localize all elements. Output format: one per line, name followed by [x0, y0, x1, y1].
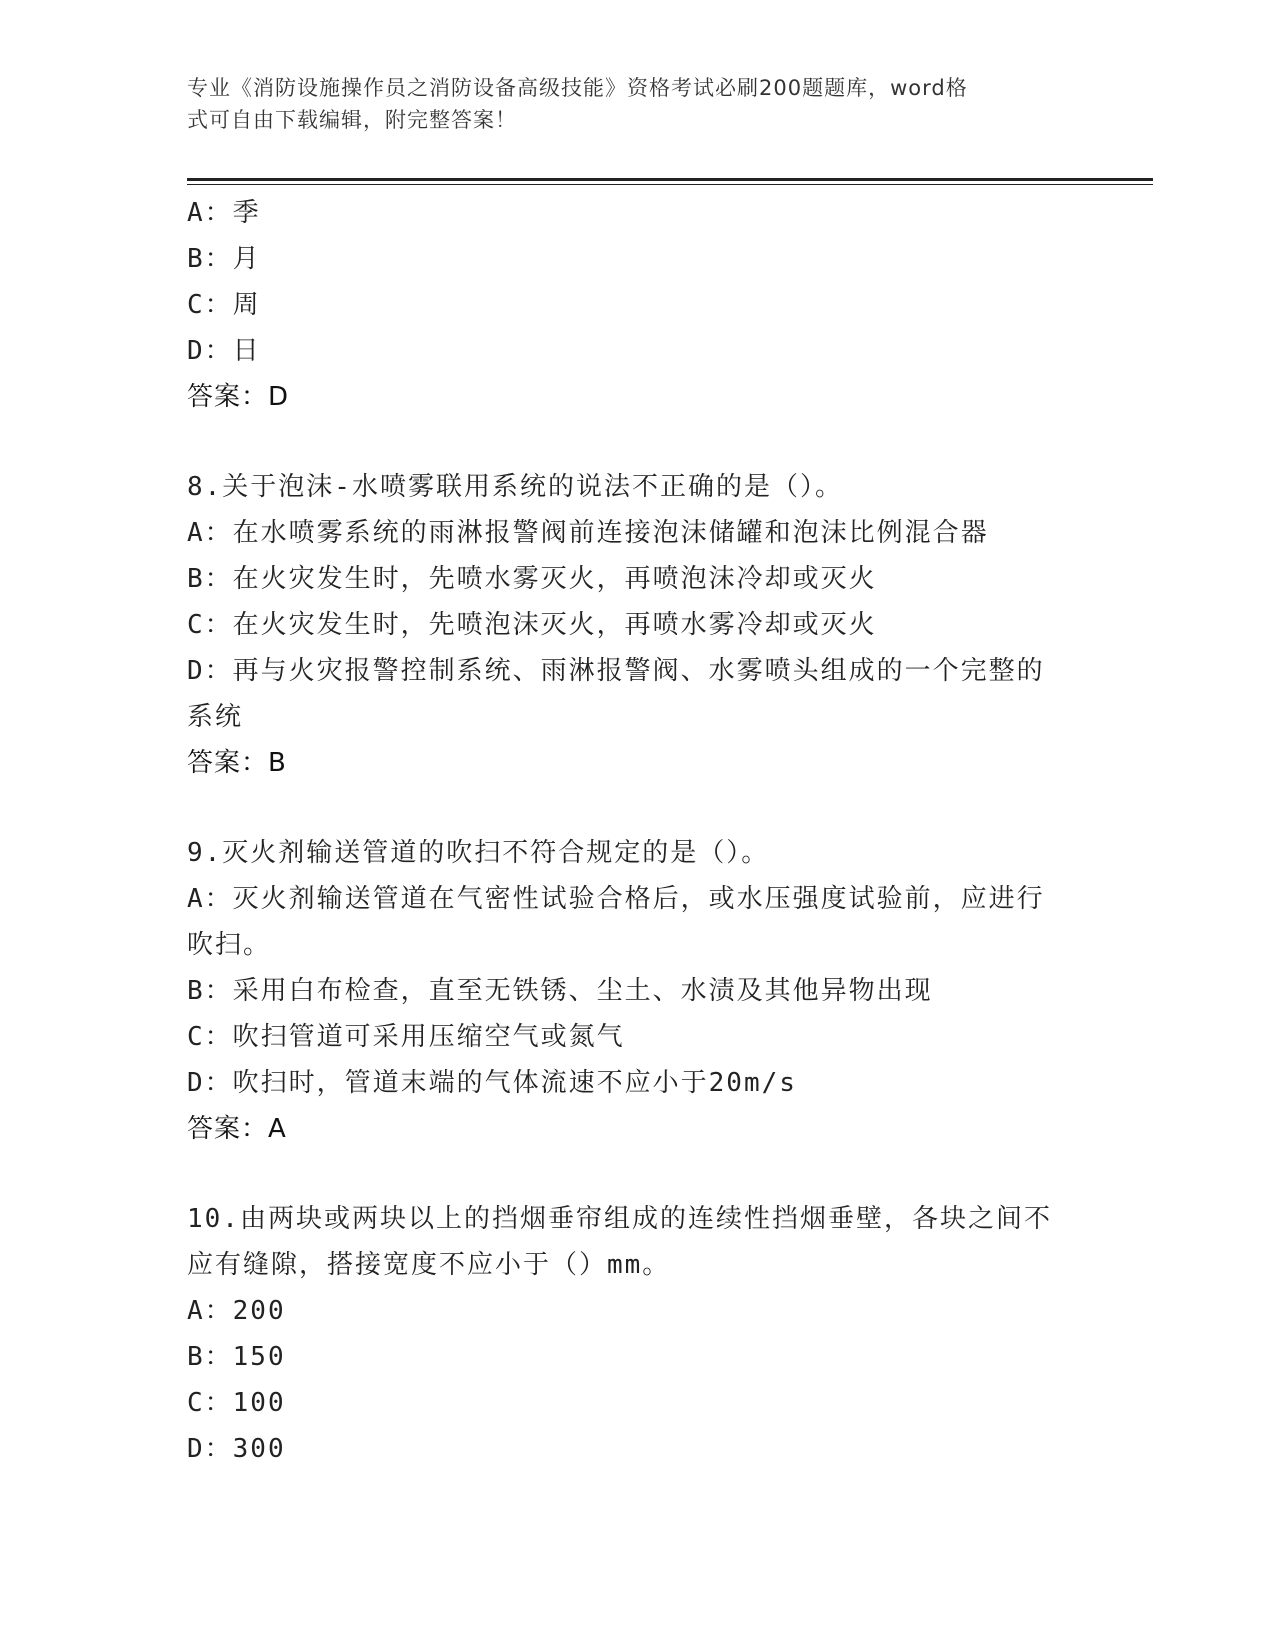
- option-c: C：在火灾发生时，先喷泡沫灭火，再喷水雾冷却或灭火: [187, 610, 877, 640]
- option-d-line-2: 系统: [187, 702, 244, 732]
- option-b: B：150: [187, 1342, 286, 1372]
- option-c: C：100: [187, 1388, 286, 1418]
- option-a-line-2: 吹扫。: [187, 930, 272, 960]
- option-a-line-1: A：灭火剂输送管道在气密性试验合格后，或水压强度试验前，应进行: [187, 884, 1045, 914]
- question-10: [187, 1196, 1087, 1472]
- answer-label: 答案：D: [187, 382, 290, 412]
- question-stem: 9.灭火剂输送管道的吹扫不符合规定的是（）。: [187, 838, 770, 868]
- option-d-line-1: D：再与火灾报警控制系统、雨淋报警阀、水雾喷头组成的一个完整的: [187, 656, 1045, 686]
- header-rule-thick: [187, 178, 1153, 181]
- question-8: [187, 464, 1087, 786]
- question-stem-line-2: 应有缝隙，搭接宽度不应小于（）mm。: [187, 1250, 671, 1280]
- question-list: [187, 190, 1087, 1472]
- question-stem: 8.关于泡沫-水喷雾联用系统的说法不正确的是（）。: [187, 472, 843, 502]
- question-stem-line-1: 10.由两块或两块以上的挡烟垂帘组成的连续性挡烟垂壁，各块之间不: [187, 1204, 1052, 1234]
- option-b: B：采用白布检查，直至无铁锈、尘土、水渍及其他异物出现: [187, 976, 933, 1006]
- header-title-line-1: 专业《消防设施操作员之消防设备高级技能》资格考试必刷200题题库，word格: [187, 76, 968, 100]
- option-d: D：日: [187, 336, 261, 366]
- option-a: A：季: [187, 198, 261, 228]
- answer-label: 答案：B: [187, 748, 287, 778]
- header-rule-thin: [187, 184, 1153, 185]
- option-c: C：周: [187, 290, 261, 320]
- header-title-line-2: 式可自由下载编辑，附完整答案！: [187, 108, 517, 132]
- answer-label: 答案：A: [187, 1114, 287, 1144]
- option-b: B：在火灾发生时，先喷水雾灭火，再喷泡沫冷却或灭火: [187, 564, 877, 594]
- option-d: D：300: [187, 1434, 286, 1464]
- option-c: C：吹扫管道可采用压缩空气或氮气: [187, 1022, 625, 1052]
- question-9: [187, 830, 1087, 1152]
- option-d: D：吹扫时，管道末端的气体流速不应小于20m/s: [187, 1068, 797, 1098]
- document-header: [187, 72, 1067, 136]
- option-b: B：月: [187, 244, 261, 274]
- option-a: A：在水喷雾系统的雨淋报警阀前连接泡沫储罐和泡沫比例混合器: [187, 518, 989, 548]
- option-a: A：200: [187, 1296, 286, 1326]
- question-7: [187, 190, 1087, 420]
